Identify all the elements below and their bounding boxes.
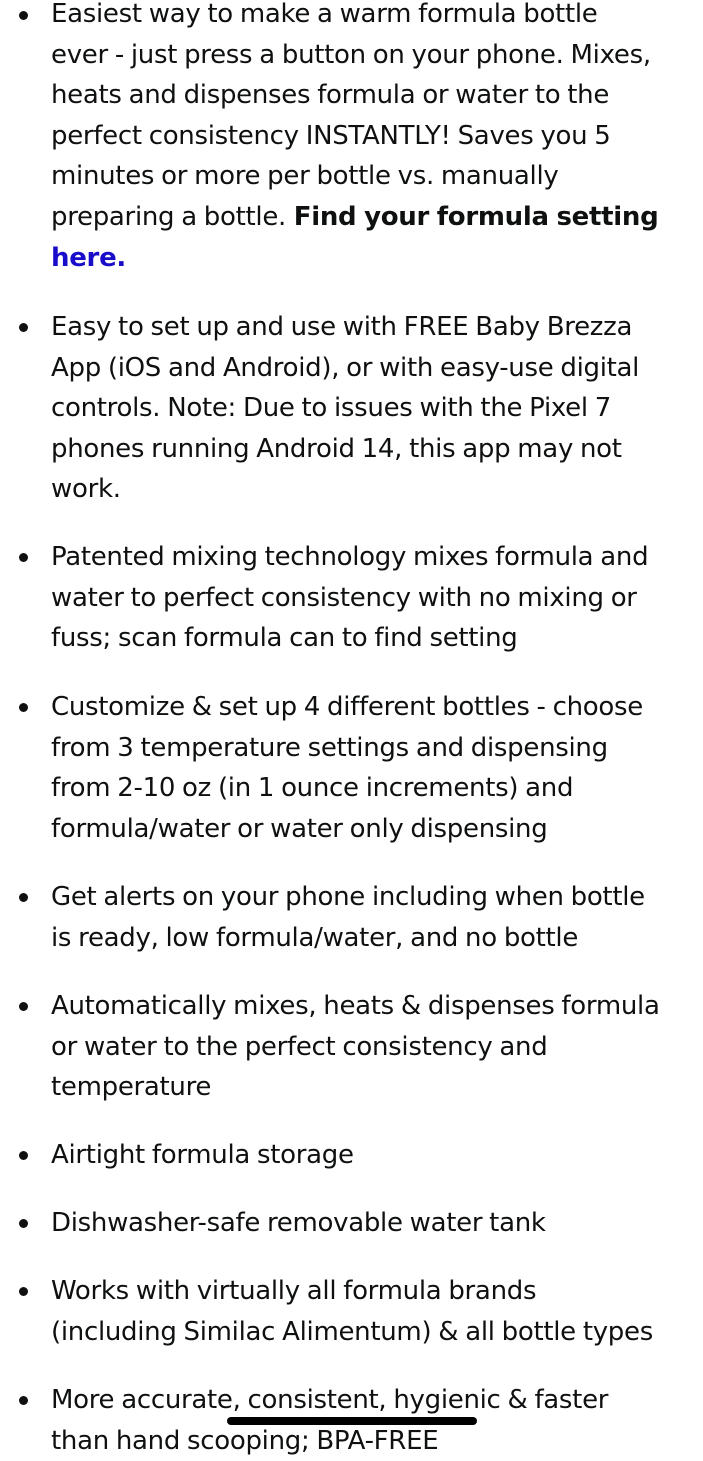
bullet-dot-icon [19,553,28,562]
bullet-dot-icon [19,1151,28,1160]
bullet-text: Easy to set up and use with FREE Baby Brezza App (iOS and Android), or with easy-use digital controls. Note: Due to issues with the Pixel 7 phones running Android 14, this app may not work. [51,312,640,505]
bullet-dot-icon [19,1002,28,1011]
bullet-dot-icon [19,323,28,332]
bullet-text: Airtight formula storage [51,1140,354,1170]
bullet-dot-icon [19,703,28,712]
bullet-dot-icon [19,1396,28,1405]
bullet-dot-icon [19,1219,28,1228]
bullet-dot-icon [19,1287,28,1296]
bullet-text: Works with virtually all formula brands (including Similac Alimentum) & all bottle types [51,1276,653,1347]
bullet-text: Automatically mixes, heats & dispenses formula or water to the perfect consistency and temperature [51,991,660,1103]
bullet-text: Easiest way to make a warm formula bottle ever - just press a button on your phone. Mixes, heats and dispenses formula or water to the perfect consistency INSTANTLY! Saves you 5 minutes or more per bottle vs. manually preparing a bottle. [51,0,651,232]
bullet-text: Get alerts on your phone including when bottle is ready, low formula/water, and no bottle [51,882,645,953]
bullet-text: Patented mixing technology mixes formula and water to perfect consistency with no mixing or fuss; scan formula can to find setting [51,542,649,654]
formula-setting-link[interactable]: here. [51,242,126,273]
home-indicator-bar[interactable] [227,1417,477,1425]
bullet-dot-icon [19,11,28,20]
bullet-text: Customize & set up 4 different bottles - choose from 3 temperature settings and dispensing from 2-10 oz (in 1 ounce increments) and formula/water or water only dispensing [51,692,643,844]
formula-setting-label: Find your formula setting [286,201,659,232]
bullet-text: Dishwasher-safe removable water tank [51,1208,546,1238]
bullet-text: More accurate, consistent, hygienic & faster than hand scooping; BPA-FREE [51,1385,609,1456]
bullet-dot-icon [19,893,28,902]
